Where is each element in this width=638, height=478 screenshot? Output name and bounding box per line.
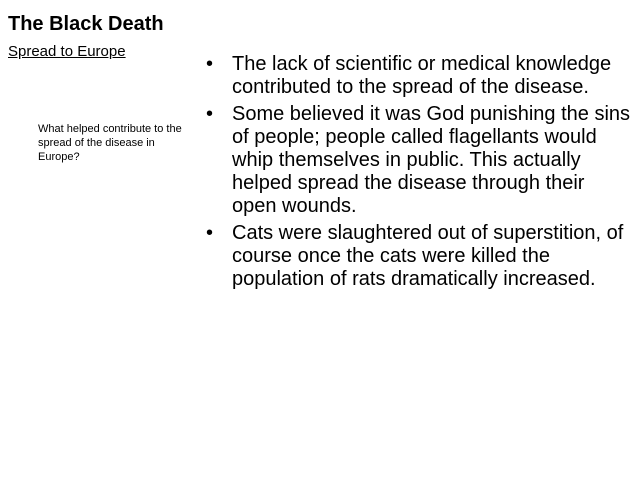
bullet-list [206, 53, 632, 295]
bullet-item: • Cats were slaughtered out of superstition, of course once the cats were killed the population of rats dramatically increased. [206, 222, 632, 291]
bullet-item: • Some believed it was God punishing the sins of people; people called flagellants would whip themselves in public. This actually helped spread the disease through their open wounds. [206, 103, 632, 218]
slide-subtitle: Spread to Europe [8, 43, 126, 60]
bullet-item: • The lack of scientific or medical knowledge contributed to the spread of the disease. [206, 53, 632, 99]
slide-title: The Black Death [8, 13, 164, 35]
guiding-question: What helped contribute to the spread of the disease in Europe? [38, 123, 182, 163]
